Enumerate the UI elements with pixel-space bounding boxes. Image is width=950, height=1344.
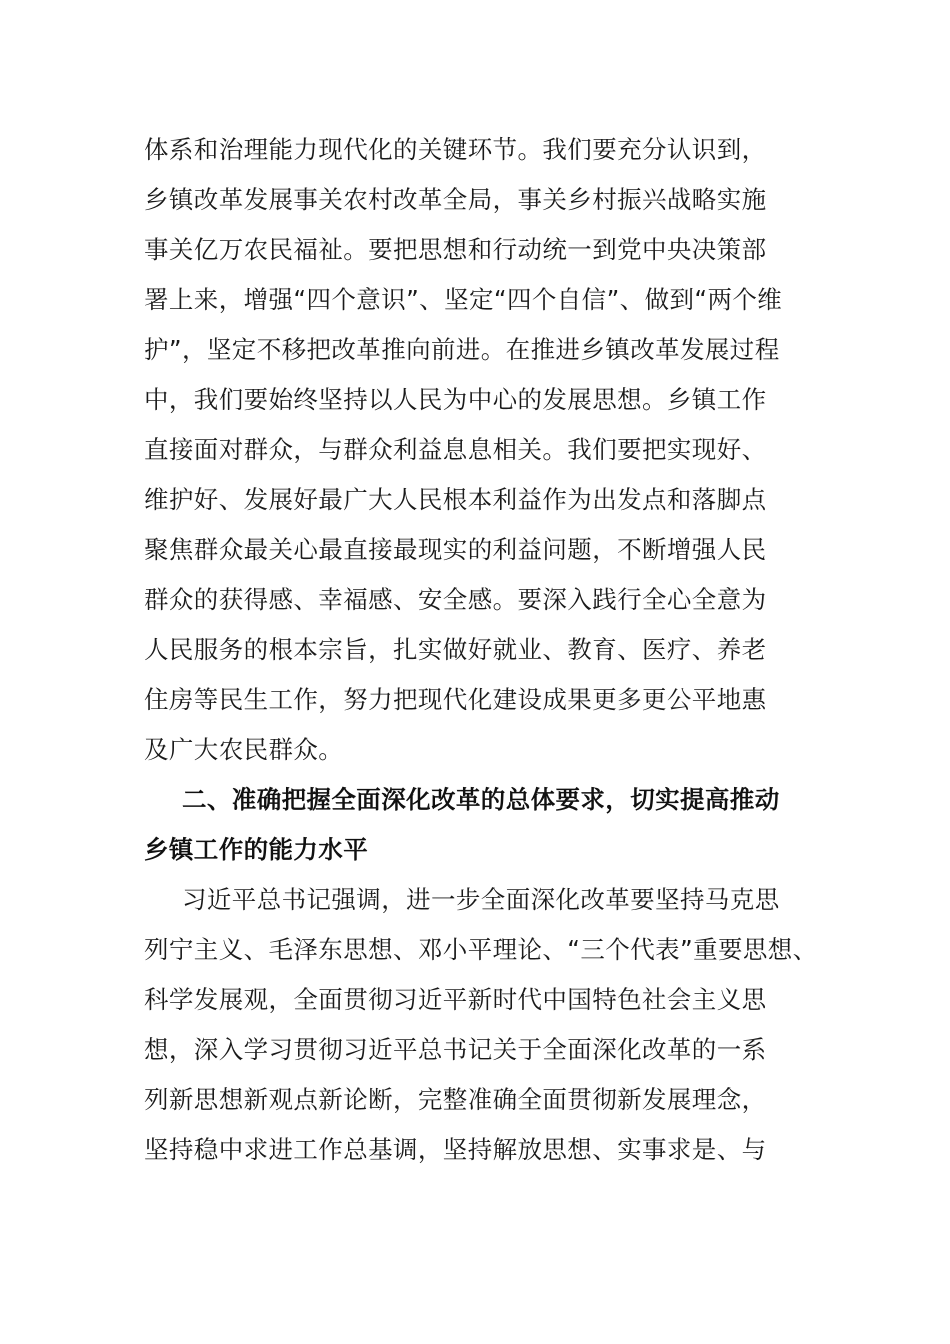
body-text-line: 想，深入学习贯彻习近平总书记关于全面深化改革的一系 [144,1035,767,1064]
body-text-line: 中，我们要始终坚持以人民为中心的发展思想。乡镇工作 [144,385,767,414]
body-text-line: 列宁主义、毛泽东思想、邓小平理论、“三个代表”重要思想、 [144,935,818,964]
body-text-line: 群众的获得感、幸福感、安全感。要深入践行全心全意为 [144,585,767,614]
section-heading-line: 乡镇工作的能力水平 [144,835,369,864]
body-text-line: 事关亿万农民福祉。要把思想和行动统一到党中央决策部 [144,235,767,264]
body-text-line: 体系和治理能力现代化的关键环节。我们要充分认识到， [144,135,767,164]
body-text-line: 及广大农民群众。 [144,735,344,764]
body-text-line: 直接面对群众，与群众利益息息相关。我们要把实现好、 [144,435,767,464]
body-text-line: 列新思想新观点新论断，完整准确全面贯彻新发展理念， [144,1085,767,1114]
body-text-line: 护”，坚定不移把改革推向前进。在推进乡镇改革发展过程 [144,335,780,364]
body-text-line: 住房等民生工作，努力把现代化建设成果更多更公平地惠 [144,685,767,714]
body-text-line: 署上来，增强“四个意识”、坚定“四个自信”、做到“两个维 [144,285,783,314]
body-text-line: 坚持稳中求进工作总基调，坚持解放思想、实事求是、与 [144,1135,767,1164]
body-text-line: 乡镇改革发展事关农村改革全局，事关乡村振兴战略实施 [144,185,767,214]
body-text-line: 维护好、发展好最广大人民根本利益作为出发点和落脚点 [144,485,767,514]
body-text-line: 习近平总书记强调，进一步全面深化改革要坚持马克思 [182,885,780,914]
body-text-line: 人民服务的根本宗旨，扎实做好就业、教育、医疗、养老 [144,635,767,664]
body-text-line: 科学发展观，全面贯彻习近平新时代中国特色社会主义思 [144,985,767,1014]
section-heading-line: 二、准确把握全面深化改革的总体要求，切实提高推动 [182,785,780,814]
body-text-line: 聚焦群众最关心最直接最现实的利益问题，不断增强人民 [144,535,767,564]
